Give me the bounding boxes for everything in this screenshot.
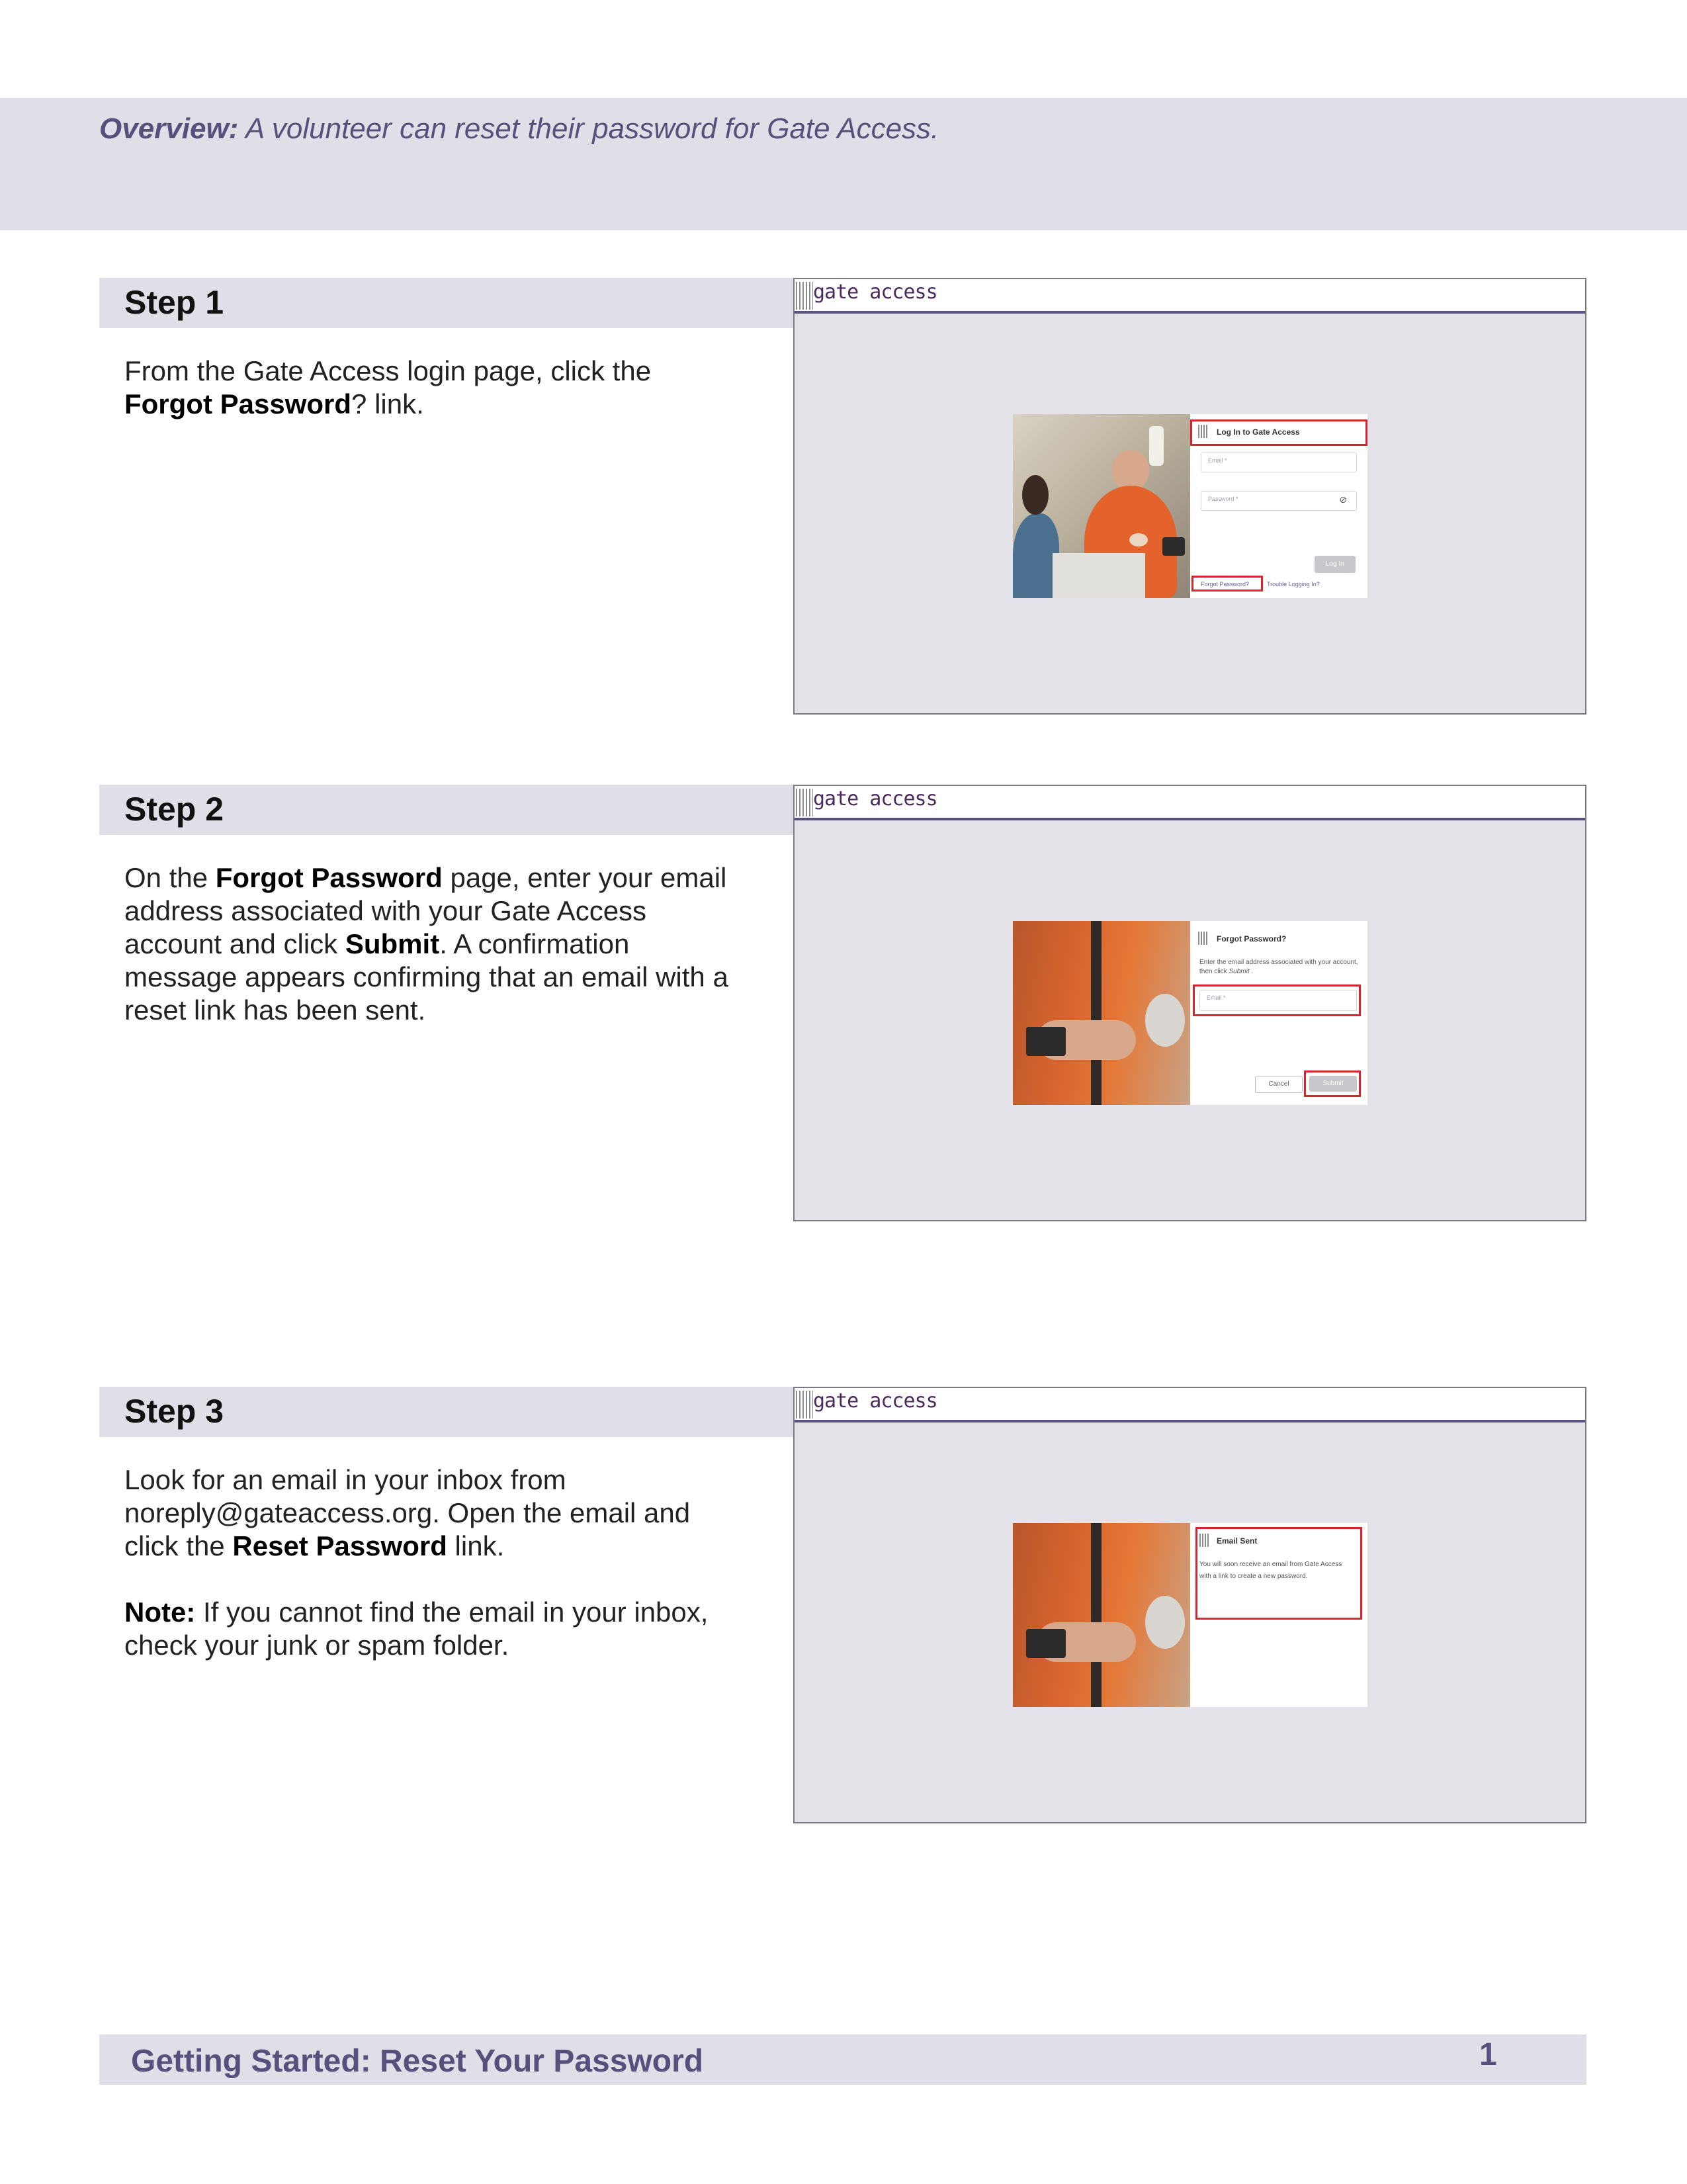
bold-term: Reset Password <box>232 1530 447 1561</box>
instruction-text: Look for an email in your inbox from noreply@gateaccess.org. Open the email and click the <box>124 1464 691 1561</box>
highlight-login-title <box>1190 419 1367 446</box>
instruction-paragraph <box>124 355 746 421</box>
bold-term: Submit <box>345 928 440 959</box>
instruction-text: page, enter your email address associated with your Gate Access account and click <box>124 862 727 959</box>
overview-text <box>99 112 939 146</box>
log-in-button[interactable]: Log In <box>1315 556 1356 573</box>
forgot-password-instruction <box>1199 958 1361 977</box>
instruction-text: On the <box>124 862 216 893</box>
gate-access-brand: gate access <box>813 787 937 810</box>
gate-access-header <box>795 279 1585 314</box>
login-form-title: Log In to Gate Access <box>1217 427 1300 437</box>
forgot-password-link[interactable]: Forgot Password? <box>1201 581 1250 588</box>
barcode-logo-icon <box>1198 932 1207 945</box>
step-2-screenshot <box>793 785 1586 1221</box>
email-sent-message: You will soon receive an email from Gate Access with a link to create a new password. <box>1199 1561 1342 1580</box>
paragraph-gap <box>124 1563 746 1596</box>
gate-access-brand: gate access <box>813 1389 937 1413</box>
highlight-email-sent <box>1195 1527 1362 1620</box>
instruction-submit-word: Submit <box>1229 968 1250 975</box>
trouble-logging-in-link[interactable]: Trouble Logging In? <box>1267 581 1320 588</box>
highlight-submit-button <box>1304 1070 1361 1097</box>
step-2-title: Step 2 <box>124 791 224 828</box>
page-number: 1 <box>1479 2037 1497 2072</box>
submit-button[interactable]: Submit <box>1309 1076 1357 1092</box>
forgot-password-card <box>1013 921 1367 1105</box>
instruction-text: Enter the email address associated with your account, then click <box>1199 959 1358 975</box>
inmate-photo <box>1013 921 1190 1105</box>
instruction-paragraph <box>124 861 746 1027</box>
volunteer-photo <box>1013 414 1190 598</box>
highlight-email-field <box>1193 984 1361 1016</box>
email-sent-card <box>1013 1523 1367 1707</box>
overview-description: A volunteer can reset their password for Gate Access. <box>238 112 939 145</box>
eye-slash-icon[interactable]: ⊘ <box>1339 494 1347 505</box>
password-field[interactable] <box>1201 491 1357 511</box>
email-placeholder: Email * <box>1208 457 1227 464</box>
overview-label: Overview: <box>99 112 239 145</box>
cancel-button[interactable]: Cancel <box>1255 1076 1303 1093</box>
gate-access-brand: gate access <box>813 281 937 304</box>
step-3-title: Step 3 <box>124 1393 224 1430</box>
barcode-logo-icon <box>796 789 813 816</box>
step-1-title: Step 1 <box>124 284 224 321</box>
email-sent-title: Email Sent <box>1217 1536 1258 1546</box>
instruction-text: ? link. <box>351 388 424 419</box>
instruction-end: . <box>1249 968 1254 975</box>
bold-term: Forgot Password <box>124 388 352 419</box>
email-field[interactable] <box>1201 453 1357 472</box>
inmate-photo <box>1013 1523 1190 1707</box>
password-placeholder: Password * <box>1208 496 1238 502</box>
bold-term: Note: <box>124 1596 196 1628</box>
step-3-instructions <box>124 1463 746 1662</box>
step-2-instructions <box>124 861 746 1027</box>
instruction-paragraph <box>124 1463 746 1563</box>
step-1-instructions <box>124 355 746 421</box>
barcode-logo-icon <box>796 1391 813 1419</box>
step-1-screenshot <box>793 278 1586 715</box>
highlight-forgot-link <box>1191 576 1263 591</box>
instruction-paragraph <box>124 1596 746 1662</box>
bold-term: Forgot Password <box>215 862 443 893</box>
instruction-text: From the Gate Access login page, click the <box>124 355 652 386</box>
step-3-screenshot <box>793 1387 1586 1823</box>
gate-access-header <box>795 786 1585 820</box>
instruction-text: If you cannot find the email in your inbox, check your junk or spam folder. <box>124 1596 709 1661</box>
instruction-text: link. <box>447 1530 505 1561</box>
footer-title: Getting Started: Reset Your Password <box>131 2044 704 2079</box>
instruction-text: . A confirmation message appears confirming that an email with a reset link has been sent. <box>124 928 728 1026</box>
forgot-password-title: Forgot Password? <box>1217 934 1287 943</box>
email-placeholder: Email * <box>1207 994 1226 1001</box>
barcode-logo-icon <box>796 282 813 310</box>
login-card <box>1013 414 1367 598</box>
gate-access-header <box>795 1388 1585 1422</box>
